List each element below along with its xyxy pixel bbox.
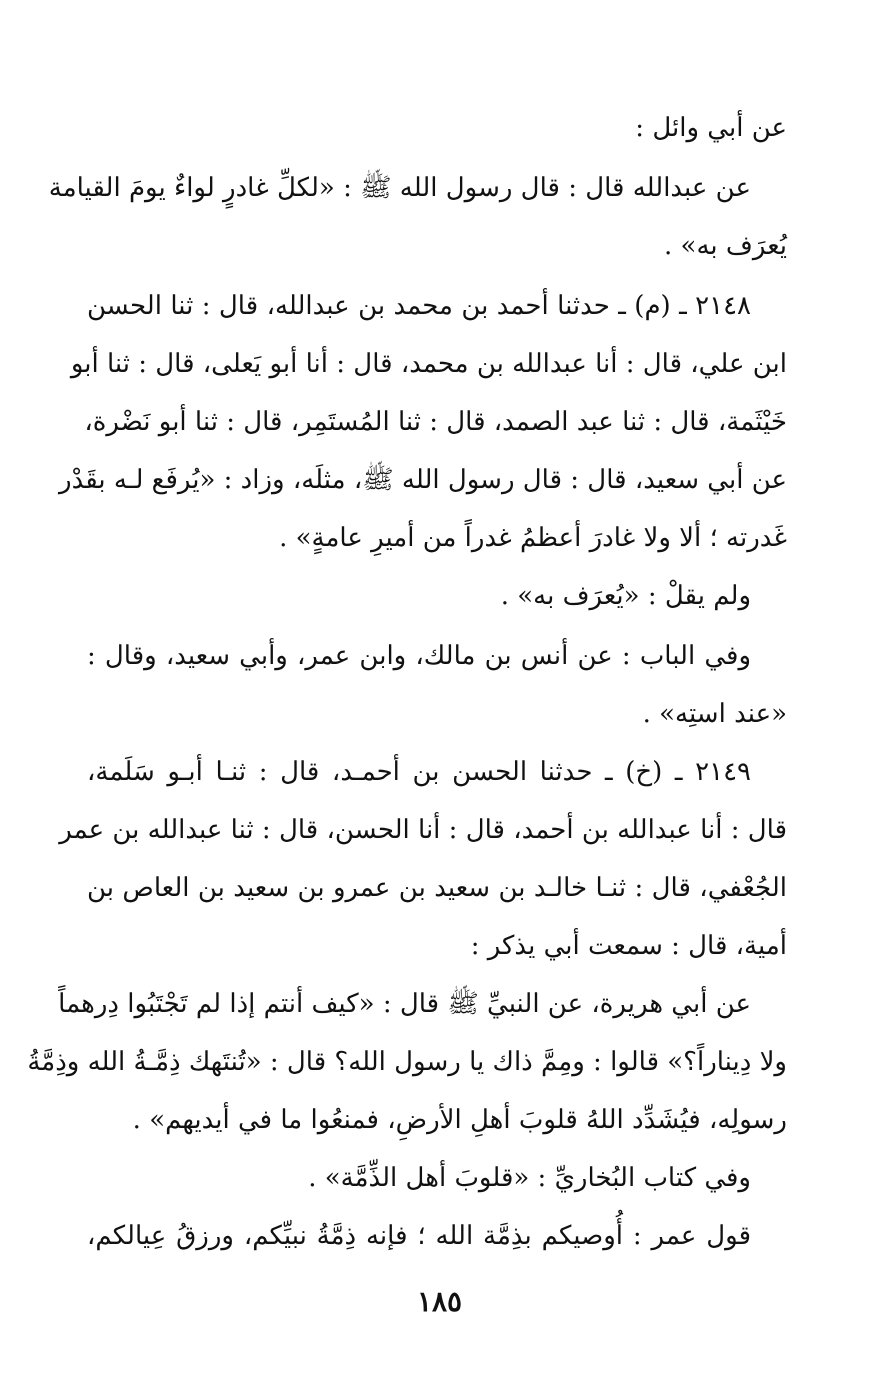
text-line: رسولِه، فيُشَدِّد اللهُ قلوبَ أهلِ الأرضِ، فمنعُوا ما في أيديهم» . xyxy=(132,1105,787,1135)
page-number: ١٨٥ xyxy=(416,1285,463,1318)
text-line: ابن علي، قال : أنا عبدالله بن محمد، قال : أنا أبو يَعلى، قال : ثنا أبو xyxy=(70,349,787,379)
text-line: قال : أنا عبدالله بن أحمد، قال : أنا الحسن، قال : ثنا عبدالله بن عمر xyxy=(59,815,787,845)
text-line: عن أبي سعيد، قال : قال رسول الله ﷺ، مثلَه، وزاد : «يُرفَع لـه بقَدْر xyxy=(59,465,787,495)
text-line: عن أبي هريرة، عن النبيِّ ﷺ قال : «كيف أنتم إذا لم تَجْتَبُوا دِرهماً xyxy=(58,989,751,1019)
text-line: يُعرَف به» . xyxy=(664,231,787,261)
text-line: خَيْثَمة، قال : ثنا عبد الصمد، قال : ثنا المُستَمِر، قال : ثنا أبو نَضْرة، xyxy=(84,407,787,437)
text-line: «عند استِه» . xyxy=(642,699,787,729)
text-line: ولا دِيناراً؟» قالوا : ومِمَّ ذاك يا رسول الله؟ قال : «تُنتَهك ذِمَّـةُ الله وذِمَّةُ xyxy=(27,1047,787,1077)
text-line: الجُعْفي، قال : ثنـا خالـد بن سعيد بن عمرو بن سعيد بن العاص بن xyxy=(87,873,787,903)
text-line: قول عمر : أُوصيكم بذِمَّة الله ؛ فإنه ذِمَّةُ نبيِّكم، ورزقُ عِيالكم، xyxy=(87,1221,751,1251)
text-line: غَدرته ؛ ألا ولا غادرَ أعظمُ غدراً من أميرِ عامةٍ» . xyxy=(279,523,787,553)
text-line: عن أبي وائل : xyxy=(635,113,787,143)
text-line: عن عبدالله قال : قال رسول الله ﷺ : «لكلِّ غادرٍ لواءٌ يومَ القيامة xyxy=(48,173,751,203)
text-line: ولم يقلْ : «يُعرَف به» . xyxy=(500,581,751,611)
text-line: وفي كتاب البُخاريِّ : «قلوبَ أهل الذِّمَّة» . xyxy=(308,1163,751,1193)
text-line: وفي الباب : عن أنس بن مالك، وابن عمر، وأبي سعيد، وقال : xyxy=(87,641,751,671)
text-line: أمية، قال : سمعت أبي يذكر : xyxy=(470,931,787,961)
hadith-heading-2148: ٢١٤٨ ـ (م) ـ حدثنا أحمد بن محمد بن عبدالله، قال : ثنا الحسن xyxy=(87,291,751,321)
hadith-heading-2149: ٢١٤٩ ـ (خ) ـ حدثنا الحسن بن أحمـد، قال : ثنـا أبـو سَلَمة، xyxy=(87,757,751,787)
